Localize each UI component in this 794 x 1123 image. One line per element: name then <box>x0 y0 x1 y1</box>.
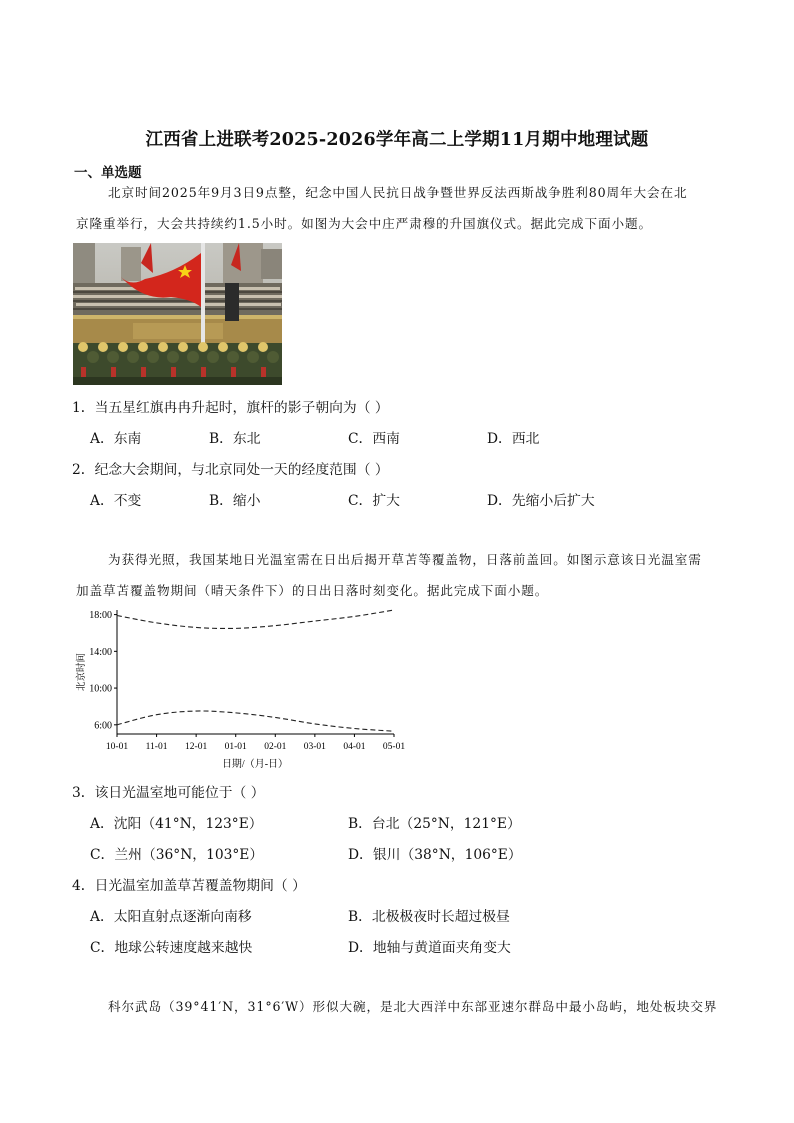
x-tick-label: 05-01 <box>382 742 406 752</box>
q3-option-d[interactable]: D．银川（38°N，106°E） <box>348 847 522 863</box>
flag-ceremony-photo <box>73 243 282 385</box>
x-tick-label: 03-01 <box>303 742 326 752</box>
q1-option-d[interactable]: D．西北 <box>487 431 540 447</box>
q1-option-b[interactable]: B．东北 <box>209 431 261 447</box>
sunrise-series-line <box>117 711 394 731</box>
y-tick-label: 18:00 <box>89 610 112 622</box>
x-tick-label: 04-01 <box>343 742 366 752</box>
passage2-line2: 加盖草苫覆盖物期间（晴天条件下）的日出日落时刻变化。据此完成下面小题。 <box>76 583 549 598</box>
sunrise-sunset-chart <box>74 604 414 772</box>
q2-option-d[interactable]: D．先缩小后扩大 <box>487 493 595 509</box>
x-tick-label: 12-01 <box>185 742 208 752</box>
section-heading: 一、单选题 <box>74 165 142 181</box>
x-tick-label: 10-01 <box>105 742 129 752</box>
page-title: 江西省上进联考2025-2026学年高二上学期11月期中地理试题 <box>145 130 649 150</box>
q3-option-c[interactable]: C．兰州（36°N，103°E） <box>90 847 264 863</box>
question-2: 2．纪念大会期间，与北京同处一天的经度范围（ ） <box>72 462 389 478</box>
y-tick-label: 6:00 <box>94 720 112 732</box>
question-3: 3．该日光温室地可能位于（ ） <box>72 785 265 801</box>
passage2-line1: 为获得光照，我国某地日光温室需在日出后揭开草苫等覆盖物，日落前盖回。如图示意该日光温室需 <box>108 552 702 567</box>
x-axis-label: 日期/（月-日） <box>221 759 289 770</box>
passage1-line1: 北京时间2025年9月3日9点整，纪念中国人民抗日战争暨世界反法西斯战争胜利80周年大会在北 <box>108 185 688 200</box>
x-tick-label: 01-01 <box>224 742 247 752</box>
question-1: 1．当五星红旗冉冉升起时，旗杆的影子朝向为（ ） <box>72 400 389 416</box>
q4-option-d[interactable]: D．地轴与黄道面夹角变大 <box>348 940 511 956</box>
question-4: 4．日光温室加盖草苫覆盖物期间（ ） <box>72 878 306 894</box>
y-axis-label: 北京时间 <box>77 652 87 692</box>
q1-option-a[interactable]: A．东南 <box>90 431 142 447</box>
q2-option-c[interactable]: C．扩大 <box>348 493 400 509</box>
q4-option-c[interactable]: C．地球公转速度越来越快 <box>90 940 253 956</box>
y-tick-label: 14:00 <box>89 646 112 658</box>
passage3-line1: 科尔武岛（39°41′N，31°6′W）形似大碗，是北大西洋中东部亚速尔群岛中最小岛屿，地处板块交界 <box>108 999 718 1014</box>
q2-option-b[interactable]: B．缩小 <box>209 493 261 509</box>
x-tick-label: 11-01 <box>145 742 168 752</box>
q2-option-a[interactable]: A．不变 <box>90 493 142 509</box>
x-tick-label: 02-01 <box>264 742 287 752</box>
q3-option-b[interactable]: B．台北（25°N，121°E） <box>348 816 521 832</box>
q1-option-c[interactable]: C．西南 <box>348 431 400 447</box>
q4-option-b[interactable]: B．北极极夜时长超过极昼 <box>348 909 510 925</box>
q4-option-a[interactable]: A．太阳直射点逐渐向南移 <box>90 909 252 925</box>
q3-option-a[interactable]: A．沈阳（41°N，123°E） <box>90 816 263 832</box>
sunset-series-line <box>117 610 394 628</box>
y-tick-label: 10:00 <box>89 683 112 695</box>
passage1-line2: 京隆重举行，大会共持续约1.5小时。如图为大会中庄严肃穆的升国旗仪式。据此完成下面小题。 <box>76 216 652 231</box>
